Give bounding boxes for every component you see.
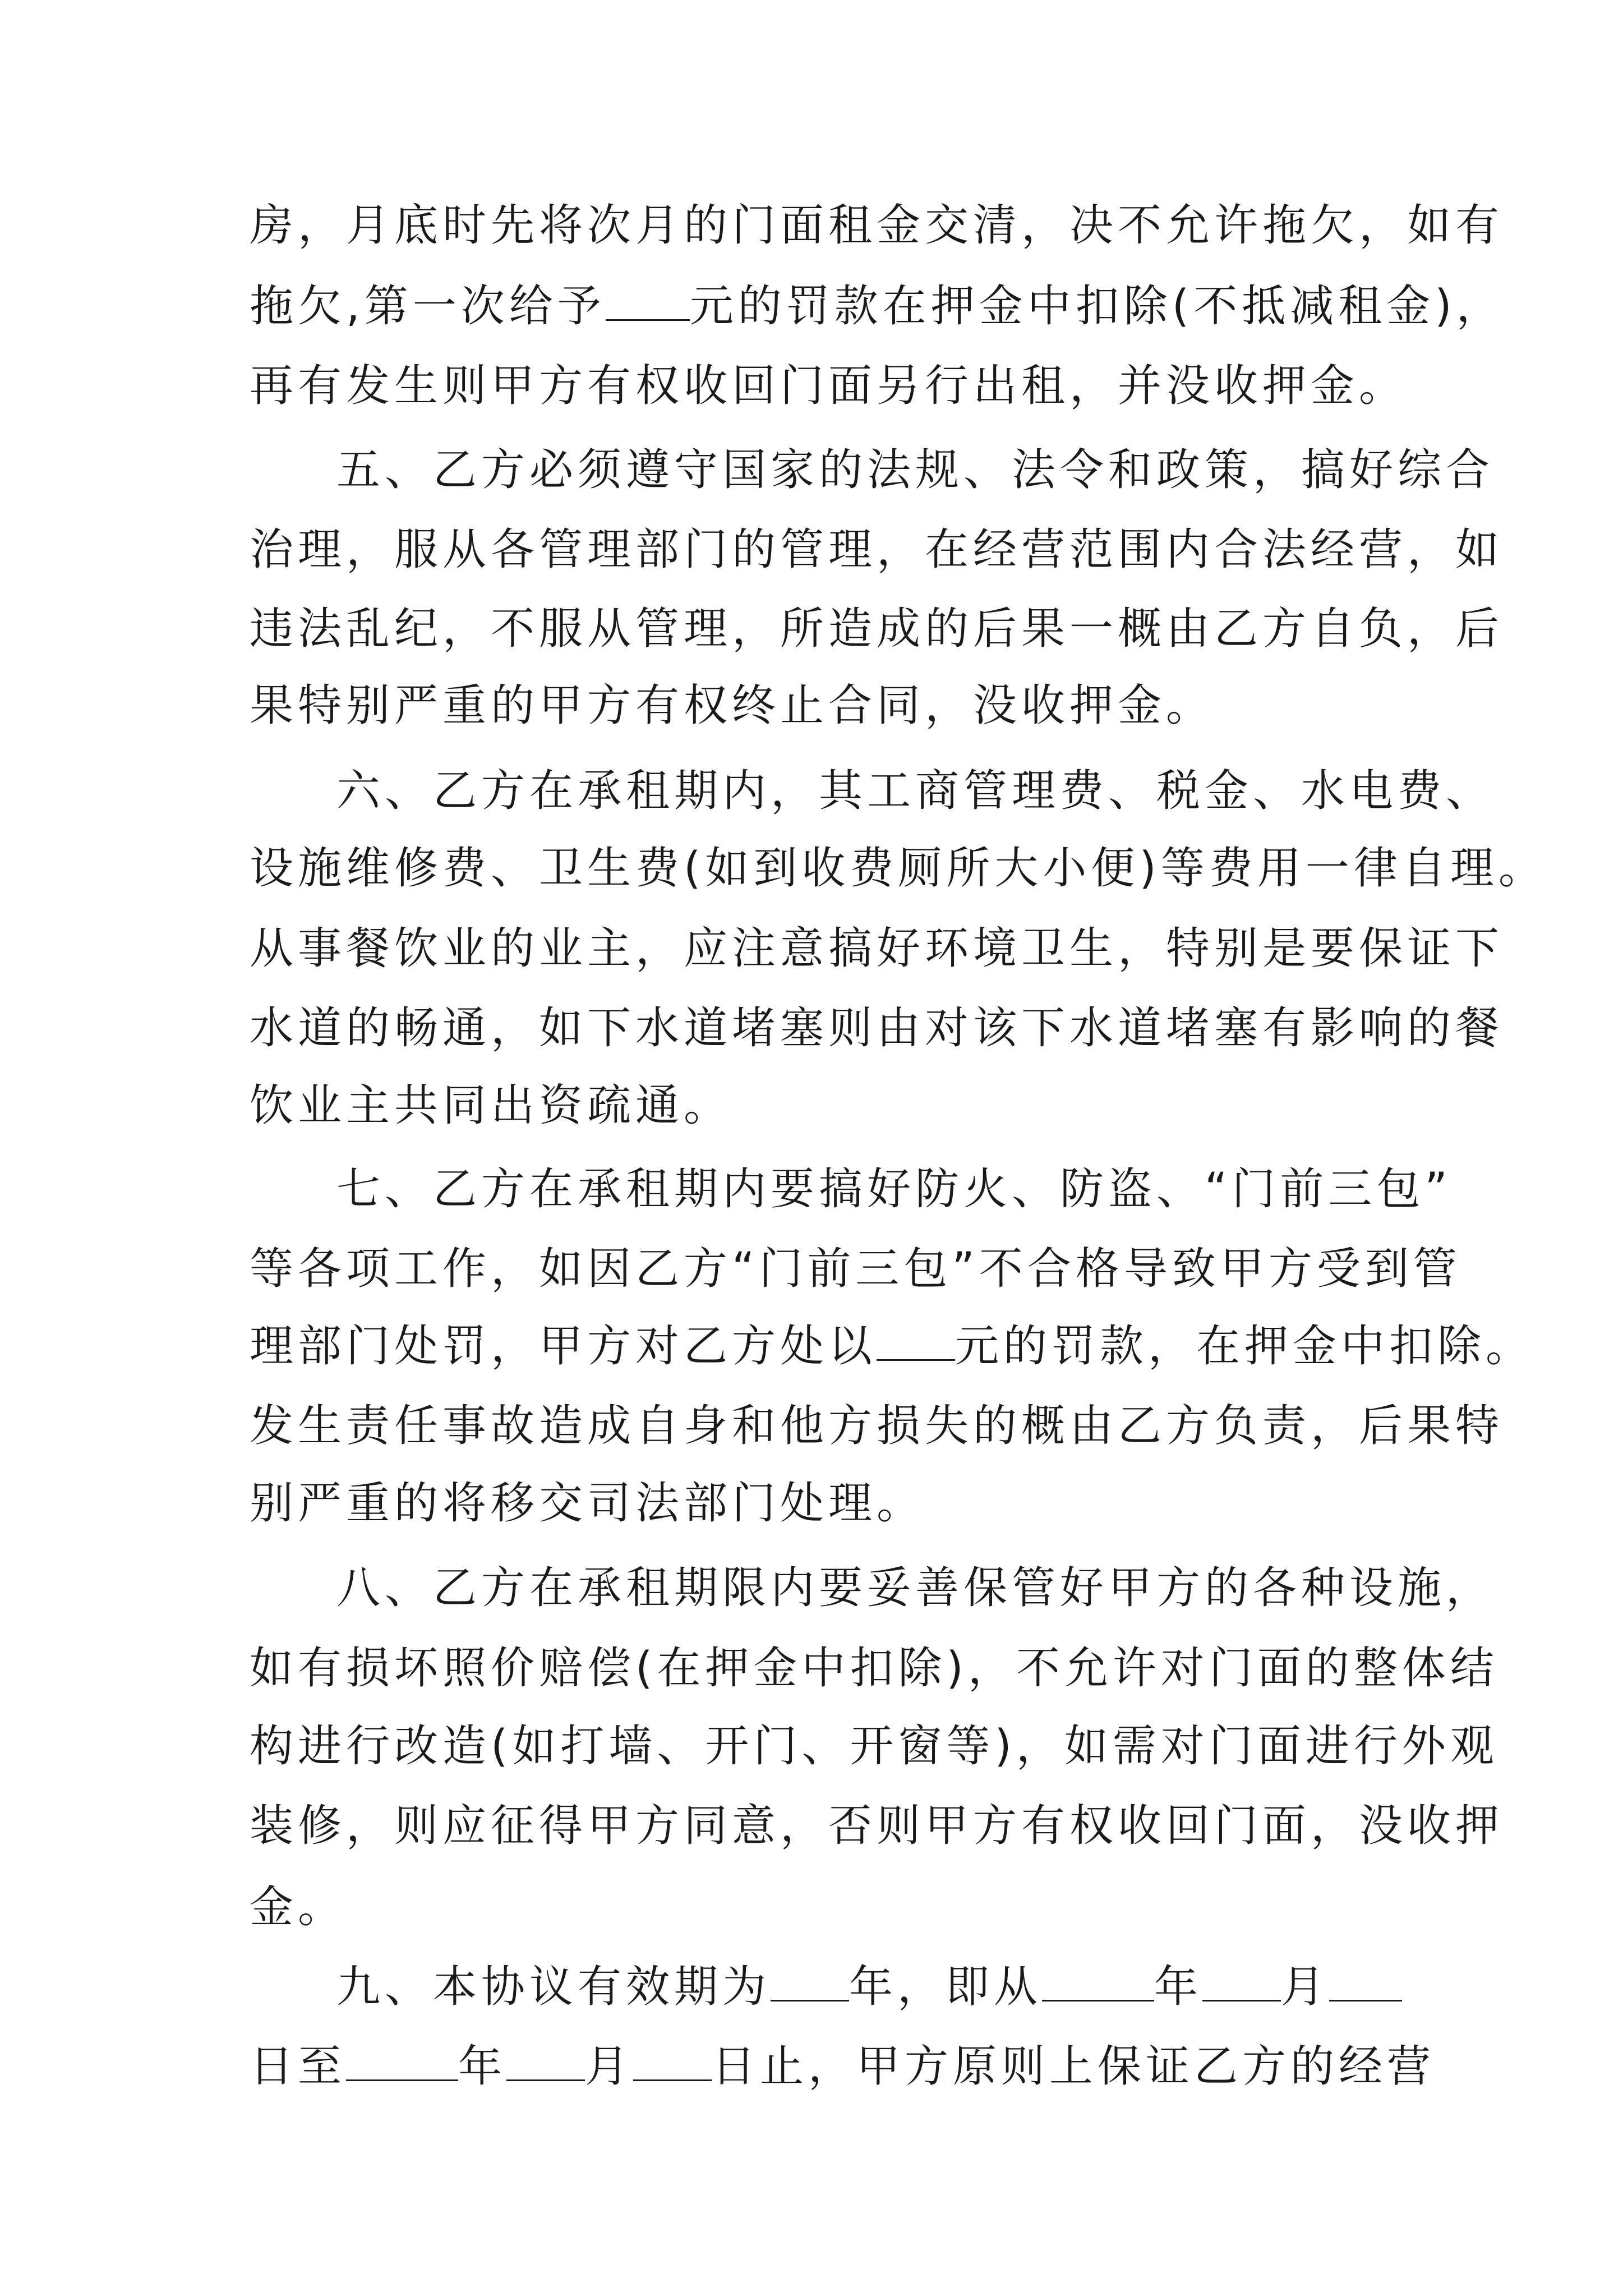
clause-5-heading: 五、乙方必须遵守国家的法规、法令和政策，搞好综合 xyxy=(336,445,1495,495)
text-line xyxy=(250,1318,1534,1374)
text-segment: 年 xyxy=(1154,1962,1203,2012)
text-line: 发生责任事故造成自身和他方损失的概由乙方负责，后果特 xyxy=(250,1401,1504,1451)
fill-in-blank xyxy=(1202,1961,1281,2001)
text-line: 装修，则应征得甲方同意，否则甲方有权收回门面，没收押 xyxy=(250,1801,1504,1851)
text-line: 等各项工作，如因乙方“门前三包”不合格导致甲方受到管 xyxy=(250,1244,1461,1294)
text-line xyxy=(250,2039,1435,2095)
fill-in-blank xyxy=(506,2040,585,2081)
fill-in-blank xyxy=(1329,1961,1402,2001)
text-segment: 月 xyxy=(585,2041,634,2092)
text-segment: 拖欠,第一次给予 xyxy=(250,281,606,332)
text-line: 水道的畅通，如下水道堵塞则由对该下水道堵塞有影响的餐 xyxy=(250,1003,1504,1053)
clause-6-heading: 六、乙方在承租期内，其工商管理费、税金、水电费、 xyxy=(336,766,1495,816)
fill-in-blank xyxy=(771,1961,849,2001)
text-line: 治理，服从各管理部门的管理，在经营范围内合法经营，如 xyxy=(250,524,1504,575)
text-segment: 元的罚款，在押金中扣除。 xyxy=(955,1321,1534,1372)
text-line: 如有损坏照价赔偿(在押金中扣除)，不允许对门面的整体结 xyxy=(250,1643,1498,1694)
text-segment: 理部门处罚，甲方对乙方处以 xyxy=(250,1321,877,1372)
text-line: 别严重的将移交司法部门处理。 xyxy=(250,1478,925,1529)
text-line: 从事餐饮业的业主，应注意搞好环境卫生，特别是要保证下 xyxy=(250,923,1504,974)
text-line: 金。 xyxy=(250,1882,347,1932)
text-segment: 月 xyxy=(1281,1962,1330,2012)
text-segment: 九、本协议有效期为 xyxy=(336,1962,771,2012)
text-line: 违法乱纪，不服从管理，所造成的后果一概由乙方自负，后 xyxy=(250,604,1504,654)
text-line: 设施维修费、卫生费(如到收费厕所大小便)等费用一律自理。 xyxy=(250,843,1547,894)
fill-in-blank xyxy=(877,1320,955,1361)
clause-9-heading xyxy=(336,1959,1402,2015)
text-segment: 元的罚款在押金中扣除(不抵减租金)， xyxy=(689,281,1505,332)
text-line: 房，月底时先将次月的门面租金交清，决不允许拖欠，如有 xyxy=(250,200,1504,251)
text-line xyxy=(250,278,1505,334)
fill-in-blank xyxy=(606,280,690,321)
text-line: 再有发生则甲方有权收回门面另行出租，并没收押金。 xyxy=(250,361,1408,411)
text-line: 构进行改造(如打墙、开门、开窗等)，如需对门面进行外观 xyxy=(250,1721,1498,1772)
fill-in-blank xyxy=(346,2040,458,2081)
text-segment: 年，即从 xyxy=(849,1962,1043,2012)
text-segment: 日止，甲方原则上保证乙方的经营 xyxy=(712,2041,1436,2092)
fill-in-blank xyxy=(1042,1961,1154,2001)
clause-7-heading: 七、乙方在承租期内要搞好防火、防盗、“门前三包” xyxy=(336,1164,1452,1214)
fill-in-blank xyxy=(633,2040,712,2081)
text-line: 饮业主共同出资疏通。 xyxy=(250,1080,732,1131)
text-segment: 年 xyxy=(458,2041,507,2092)
text-line: 果特别严重的甲方有权终止合同，没收押金。 xyxy=(250,680,1215,731)
clause-8-heading: 八、乙方在承租期限内要妥善保管好甲方的各种设施， xyxy=(336,1563,1495,1613)
text-segment: 日至 xyxy=(250,2041,347,2092)
